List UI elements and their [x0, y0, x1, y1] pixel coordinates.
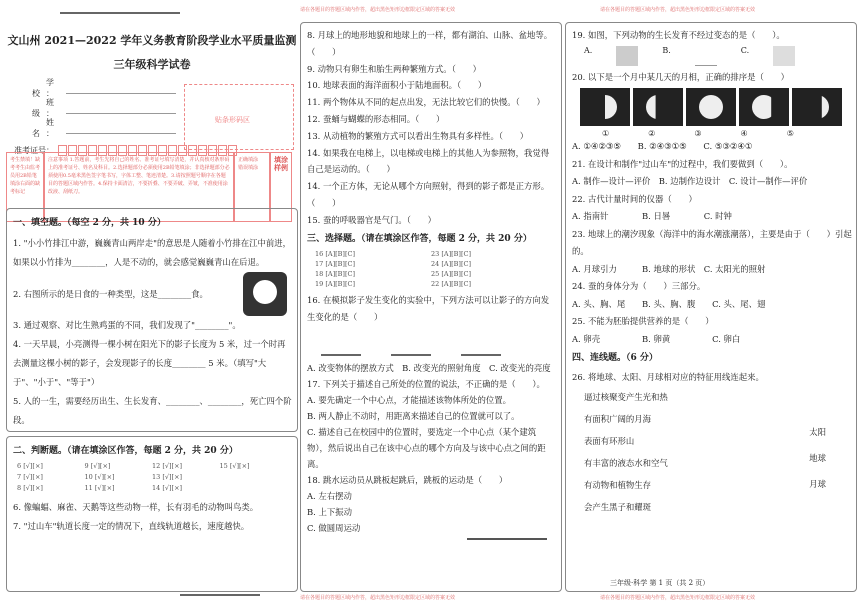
animal-pictures: A. B. C. — [566, 46, 856, 66]
top-notice-2: 请在各题目的答题区域内作答，超出黑色矩形边框限定区域的答案无效 — [600, 7, 756, 13]
bottom-bar — [180, 594, 260, 596]
question-1: 1. "小小竹排江中游，巍巍青山两岸走"的意思是人随着小竹排在江中前进，如果以小竹排为________，人是不动的，就会感觉巍巍青山在后退。 — [13, 238, 291, 267]
match-left-item: 逼过核聚变产生光和热 — [584, 392, 668, 402]
eclipse-icon — [243, 272, 287, 316]
bottom-notice-2: 请在各题目的答题区域内作答，超出黑色矩形边框限定区域的答案无效 — [600, 595, 756, 601]
class-field[interactable] — [66, 102, 176, 114]
question-3: 3. 通过观察、对比生熟鸡蛋的不同，我们发现了"________"。 — [13, 320, 241, 330]
match-right-sun[interactable]: 太阳 — [809, 427, 826, 437]
question-16-options: A. 改变物体的摆放方式 B. 改变光的照射角度 C. 改变光的亮度 — [307, 362, 551, 373]
match-left-item: 表面有环形山 — [584, 436, 635, 446]
fill-example-label: 填涂样例 — [270, 152, 292, 222]
match-left-item: 会产生黑子和耀斑 — [584, 502, 651, 512]
matching-area — [566, 386, 856, 518]
class-label: 班 级： — [32, 98, 74, 118]
exam-title: 文山州 2021—2022 学年义务教育阶段学业水平质量监测 — [7, 34, 297, 47]
name-label: 姓 名： — [32, 118, 74, 138]
question-2: 2. 右图所示的是日食的一种类型，这是________食。 — [7, 272, 297, 316]
moon-phase-1 — [580, 88, 630, 126]
lamp-figure-a — [321, 330, 361, 356]
moon-phase-2 — [633, 88, 683, 126]
moon-phase-4 — [739, 88, 789, 126]
true-false-section — [6, 436, 298, 592]
instructions-note: 注意事项 1.答题前，考生先将自己的姓名、准考证号填写清楚，并认真核对条形码上的准考证号、姓名及科目。2.选择题部分必须使用2B铅笔填涂；非选择题部分必须使用0.5毫米黑色签字笔书写，字体工整、笔迹清楚。3.请按照题号顺序在各题目的答题区域内作答。4.保持卡面清洁，不要折叠、不要弄破、弄皱，不准使用涂改液、刮纸刀。 — [44, 152, 234, 222]
match-left-item: 有面积广阔的月海 — [584, 414, 651, 424]
lamp-figure-b — [391, 330, 431, 356]
choice-answer-grid[interactable]: 16 [A][B][C] 23 [A][B][C] 17 [A][B][C] 24 [A][B][C] 18 [A][B][C] 25 [A][B][C] 19 [A][B][C] 22 [A][B][C] — [315, 249, 471, 288]
question-19: 19. 如图，下列动物的生长发育不经过变态的是（ ）。 — [572, 30, 785, 40]
fill-blank-section — [6, 208, 298, 432]
match-right-moon[interactable]: 月球 — [809, 479, 826, 489]
questions-21-25: A. ①④②③⑤ B. ②④③①⑤ C. ⑤③②④① 21. 在设计和制作"过山车"的过程中，我们要做到（ ）。 A. 制作—设计—评价 B. 边制作边设计 C. 设计—制作—评价 22. 古代计量时间的仪器（ ） A. 指南针 B. 日晷 C. 时钟 23. 地球上的潮汐现象（海洋中的海水潮涨潮落），主要是由于（ ）引起的。 A. 月球引力 B. 地球的形状 C. 太阳光的照射 24. 蚕的身体分为（ ）三部分。 A. 头、胸、尾 B. 头、胸、腹 C. 头、尾、翅 25. 不能为胚胎提供营养的是（ ） A. 卵壳 B. 卵黄 C. 卵白 — [572, 141, 852, 344]
question-26: 26. 将地球、太阳、月球相对应的特征用线连起来。 — [572, 372, 764, 382]
ticket-label: 准考证号： — [14, 145, 54, 155]
top-bar — [60, 12, 180, 14]
column-2 — [300, 22, 562, 592]
moon-phases-strip — [566, 88, 856, 126]
absent-note: 考生禁填！缺考考生由监考员用2B铅笔填涂右面的缺考标记 — [6, 152, 44, 222]
barcode-area: 贴条形码区 — [184, 84, 294, 150]
section-3-header: 三、选择题。（请在填涂区作答，每题 2 分，共 20 分） — [307, 233, 532, 244]
tf-questions: 8. 月球上的地形地貌和地球上的一样，都有湖泊、山脉、盆地等。（ ） 9. 动物只有卵生和胎生两种繁殖方式。（ ） 10. 地球表面的海洋面积小于陆地面积。（ ） 11. 两个物体从不同的起点出发，无法比较它们的快慢。（ ） 12. 蚕蛹与蝴蝶的形态相同。（ ） 13. 从动植物的繁殖方式可以看出生物具有多样性。（ ） 14. 如果我在电梯上，以电梯或电梯上的其他人为参照物，我觉得自己是运动的。（ ） 14. 一个正方体，无论从哪个方向照射，得到的影子都是正方形。（ ） 15. 蚕的呼吸器官是气门。（ ） — [307, 30, 553, 225]
exam-subtitle: 三年级科学试卷 — [113, 58, 191, 71]
match-left-item: 有丰富的液态水和空气 — [584, 458, 668, 468]
question-17: 17. 下列关于描述自己所处的位置的说法，不正确的是（ ）。 A. 要先确定一个中心点，才能描述该物体所处的位置。 B. 两人静止不动时，用距离来描述自己的位置就可以了。 C. 描述自己在校园中的位置时，要选定一个中心点（某个建筑物），然后说出自己在该中心点的哪个方向及与该中心点之间的距离。 — [307, 378, 546, 469]
question-5: 5. 人的一生，需要经历出生、生长发育、________、________，死亡四个阶段。 — [13, 396, 292, 425]
column-3 — [565, 22, 857, 592]
page-footer: 三年级·科学 第 1 页（共 2 页） — [610, 579, 710, 587]
question-7: 7. "过山车"轨道长度一定的情况下，直线轨道越长，速度越快。 — [13, 521, 250, 531]
moon-labels: ① ② ③ ④ ⑤ — [602, 129, 794, 138]
school-label: 学 校： — [32, 78, 74, 98]
diving-figure — [467, 490, 547, 540]
section-2-header: 二、判断题。（请在填涂区作答，每题 2 分，共 20 分） — [13, 446, 238, 456]
name-field[interactable] — [66, 122, 176, 134]
silkworm-picture — [616, 46, 638, 66]
lamp-figure-c — [461, 330, 501, 356]
question-20: 20. 以下是一个月中某几天的月相，正确的排序是（ ） — [572, 72, 789, 82]
fill-sample: 正确填涂 错误填涂 — [234, 152, 270, 222]
match-right-earth[interactable]: 地球 — [809, 453, 826, 463]
column-1 — [6, 22, 298, 592]
moon-phase-5 — [792, 88, 842, 126]
question-4: 4. 一天早晨，小亮测得一棵小树在阳光下的影子长度为 5 米，过一个时再去测量这棵小树的影子，会发现影子的长度________ 5 米。（填写"大于"、"小于"、"等于"） — [13, 339, 286, 387]
section-1-header: 一、填空题。（每空 2 分，共 10 分） — [13, 218, 166, 228]
top-notice: 请在各题目的答题区域内作答，超出黑色矩形边框限定区域的答案无效 — [300, 7, 456, 13]
lamp-figures — [301, 330, 561, 356]
question-16: 16. 在模拟影子发生变化的实验中，下列方法可以让影子的方向发生变化的是（ ） — [307, 294, 550, 322]
dragonfly-picture — [695, 46, 717, 66]
tf-answer-grid[interactable]: 6 [√][×] 9 [√][×] 12 [√][×] 15 [√][×] 7 [√][×] 10 [√][×] 13 [√][×] 8 [√][×] 11 [√][×] 14 [√][×] — [17, 462, 250, 492]
cat-picture — [773, 46, 795, 66]
question-6: 6. 像蝙蝠、麻雀、天鹅等这些动物一样，长有羽毛的动物叫鸟类。 — [13, 502, 259, 512]
section-4-header: 四、连线题。（6 分） — [572, 353, 658, 363]
match-left-item: 有动物和植物生存 — [584, 480, 651, 490]
moon-phase-3 — [686, 88, 736, 126]
bottom-notice: 请在各题目的答题区域内作答，超出黑色矩形边框限定区域的答案无效 — [300, 595, 456, 601]
question-18: 18. 跳水运动员从跳板起跳后，跳板的运动是（ ） A. 左右摆动 B. 上下振动 C. 做圆周运动 — [301, 472, 561, 536]
school-field[interactable] — [66, 82, 176, 94]
